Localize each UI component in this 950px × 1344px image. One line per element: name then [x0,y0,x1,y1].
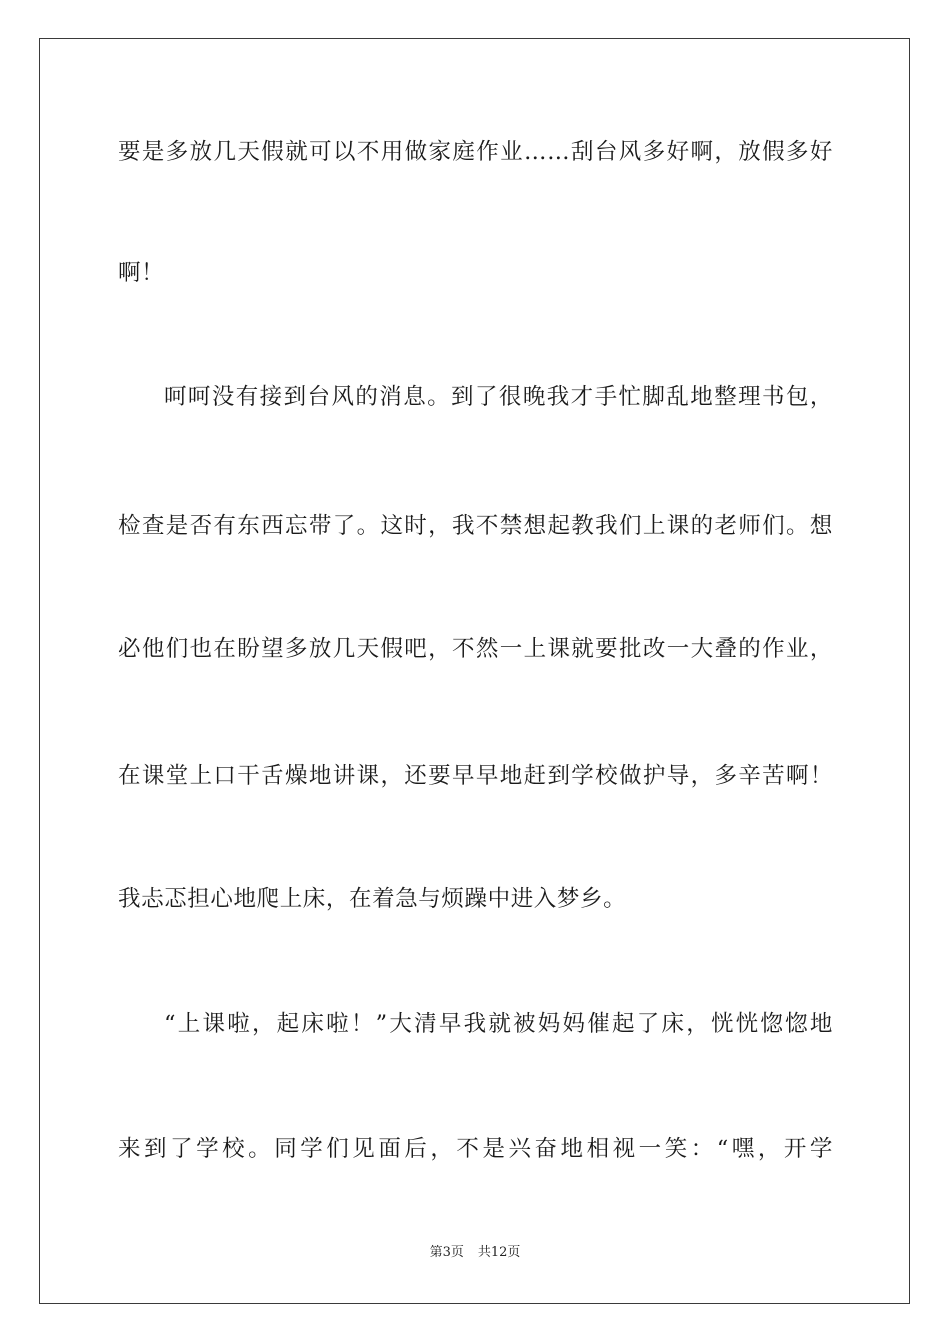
text-line: 检查是否有东西忘带了。这时，我不禁想起教我们上课的老师们。想 [118,513,833,539]
paragraph-first-line: “上课啦，起床啦！”大清早我就被妈妈催起了床，恍恍惚惚地 [164,1011,833,1037]
text-line: 来到了学校。同学们见面后，不是兴奋地相视一笑：“嘿，开学 [118,1136,833,1162]
paragraph-first-line: 呵呵没有接到台风的消息。到了很晚我才手忙脚乱地整理书包， [164,384,833,410]
text-line: 要是多放几天假就可以不用做家庭作业……刮台风多好啊，放假多好 [118,139,833,165]
page-footer [0,1244,950,1262]
text-line: 我忐忑担心地爬上床，在着急与烦躁中进入梦乡。 [118,886,627,912]
text-line: 必他们也在盼望多放几天假吧，不然一上课就要批改一大叠的作业， [118,636,833,662]
page-border [39,38,910,1304]
text-line: 在课堂上口干舌燥地讲课，还要早早地赶到学校做护导，多辛苦啊！ [118,763,833,789]
page-number: 第3页 [429,1245,464,1260]
page-total: 共12页 [477,1245,521,1260]
text-line: 啊！ [118,260,165,286]
